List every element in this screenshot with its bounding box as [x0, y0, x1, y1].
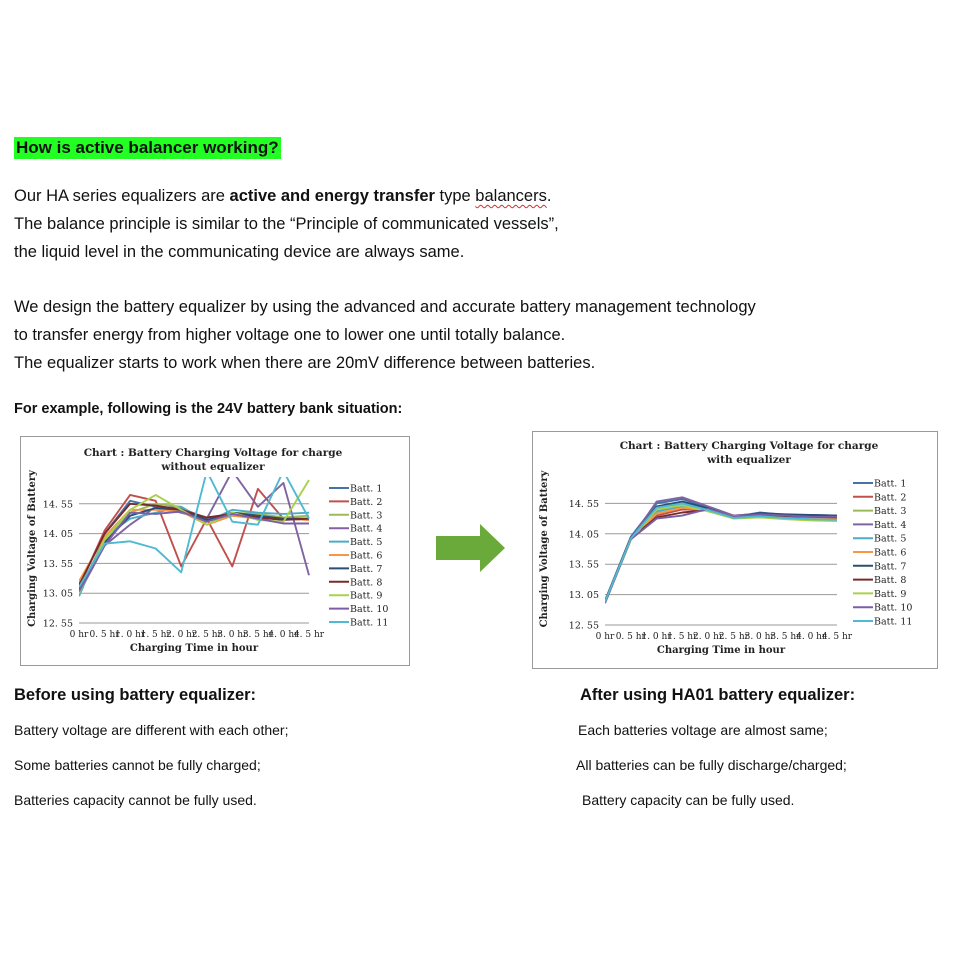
legend-label: Batt. 3 — [350, 510, 383, 522]
legend-label: Batt. 2 — [350, 496, 383, 508]
x-tick-label: 4. 0 hr — [796, 632, 827, 642]
chart-with-equalizer-svg — [533, 432, 937, 668]
before-item-1: Battery voltage are different with each other; — [14, 722, 289, 738]
legend-label: Batt. 1 — [350, 483, 383, 495]
legend-label: Batt. 10 — [350, 604, 389, 616]
spellcheck-word: balancers — [475, 187, 547, 205]
example-caption: For example, following is the 24V battery bank situation: — [14, 401, 403, 417]
x-tick-label: 2. 0 hr — [693, 632, 724, 642]
legend-label: Batt. 5 — [350, 537, 383, 549]
x-tick-label: 4. 5 hr — [821, 632, 853, 642]
legend-label: Batt. 7 — [350, 563, 383, 575]
x-axis-label: Charging Time in hour — [656, 645, 786, 656]
x-tick-label: 3. 0 hr — [744, 632, 775, 642]
after-item-2: All batteries can be fully discharge/charged; — [576, 757, 847, 773]
y-tick-label: 12. 55 — [568, 620, 599, 632]
legend-label: Batt. 9 — [350, 590, 383, 602]
plot-area — [605, 497, 837, 603]
x-tick-label: 2. 0 hr — [166, 630, 197, 640]
y-tick-label: 14. 55 — [568, 498, 599, 510]
right-arrow-icon — [432, 522, 508, 579]
legend-label: Batt. 9 — [874, 588, 907, 600]
x-tick-label: 0. 5 hr — [615, 632, 646, 642]
series-line — [79, 480, 309, 593]
intro-line-1 — [14, 182, 559, 210]
intro-bold-text: active and energy transfer — [229, 187, 435, 205]
chart-without-equalizer-svg — [21, 437, 409, 665]
design-line-3: The equalizer starts to work when there are 20mV difference between batteries. — [14, 354, 596, 372]
legend-label: Batt. 11 — [874, 616, 913, 628]
series-line — [605, 509, 837, 603]
x-tick-label: 2. 5 hr — [718, 632, 749, 642]
series-line — [605, 503, 837, 602]
section-heading: How is active balancer working? — [16, 138, 279, 157]
chart-title: Chart : Battery Charging Voltage for charge — [83, 447, 343, 459]
y-axis-label: Charging Voltage of Battery — [539, 470, 550, 628]
x-tick-label: 1. 0 hr — [641, 632, 672, 642]
y-tick-label: 13. 55 — [568, 559, 599, 571]
intro-text-mid: type — [434, 187, 476, 205]
chart-subtitle: without equalizer — [161, 461, 265, 473]
legend-label: Batt. 8 — [874, 575, 907, 587]
before-title: Before using battery equalizer: — [14, 686, 257, 704]
chart-with-equalizer — [532, 431, 938, 669]
x-tick-label: 1. 0 hr — [115, 630, 146, 640]
y-tick-label: 13. 05 — [568, 590, 599, 602]
before-item-2: Some batteries cannot be fully charged; — [14, 757, 261, 773]
y-tick-label: 13. 55 — [42, 558, 73, 570]
right-arrow-shape — [432, 522, 508, 574]
after-title: After using HA01 battery equalizer: — [580, 686, 856, 704]
legend-label: Batt. 1 — [874, 478, 907, 490]
intro-text: Our HA series equalizers are — [14, 187, 230, 205]
y-tick-label: 14. 05 — [568, 529, 599, 541]
x-tick-label: 3. 5 hr — [770, 632, 801, 642]
chart-subtitle: with equalizer — [707, 454, 791, 466]
legend-label: Batt. 3 — [874, 506, 907, 518]
after-item-3: Battery capacity can be fully used. — [582, 792, 795, 808]
legend-label: Batt. 6 — [350, 550, 383, 562]
series-line — [605, 508, 837, 602]
y-tick-label: 14. 05 — [42, 529, 73, 541]
legend-label: Batt. 8 — [350, 577, 383, 589]
intro-period: . — [546, 187, 552, 205]
y-tick-label: 13. 05 — [42, 588, 73, 600]
design-paragraph — [14, 293, 756, 377]
intro-line-2: The balance principle is similar to the “Principle of communicated vessels”, — [14, 215, 559, 233]
legend-label: Batt. 11 — [350, 617, 389, 629]
x-tick-label: 3. 0 hr — [217, 630, 248, 640]
y-tick-label: 12. 55 — [42, 618, 73, 630]
x-tick-label: 2. 5 hr — [191, 630, 222, 640]
x-axis-label: Charging Time in hour — [129, 643, 259, 654]
legend-label: Batt. 6 — [874, 547, 907, 559]
design-line-1: We design the battery equalizer by using the advanced and accurate battery management technology — [14, 298, 756, 316]
x-tick-label: 0. 5 hr — [89, 630, 120, 640]
intro-line-3: the liquid level in the communicating device are always same. — [14, 243, 465, 261]
x-tick-label: 1. 5 hr — [667, 632, 698, 642]
intro-paragraph — [14, 182, 559, 266]
chart-without-equalizer — [20, 436, 410, 666]
after-item-1: Each batteries voltage are almost same; — [578, 722, 828, 738]
x-tick-label: 1. 5 hr — [140, 630, 171, 640]
x-tick-label: 4. 5 hr — [293, 630, 325, 640]
x-tick-label: 3. 5 hr — [242, 630, 273, 640]
x-tick-label: 4. 0 hr — [268, 630, 299, 640]
before-item-3: Batteries capacity cannot be fully used. — [14, 792, 257, 808]
x-tick-label: 0 hr — [69, 630, 89, 640]
legend-label: Batt. 4 — [874, 519, 907, 531]
legend-label: Batt. 7 — [874, 561, 907, 573]
chart-title: Chart : Battery Charging Voltage for charge — [619, 440, 879, 452]
design-line-2: to transfer energy from higher voltage one to lower one until totally balance. — [14, 326, 566, 344]
y-axis-label: Charging Voltage of Battery — [27, 470, 38, 627]
legend-label: Batt. 10 — [874, 602, 913, 614]
legend-label: Batt. 4 — [350, 523, 383, 535]
legend-label: Batt. 2 — [874, 492, 907, 504]
y-tick-label: 14. 55 — [42, 499, 73, 511]
series-line — [605, 510, 837, 602]
legend-label: Batt. 5 — [874, 533, 907, 545]
series-line — [605, 505, 837, 602]
x-tick-label: 0 hr — [595, 632, 615, 642]
